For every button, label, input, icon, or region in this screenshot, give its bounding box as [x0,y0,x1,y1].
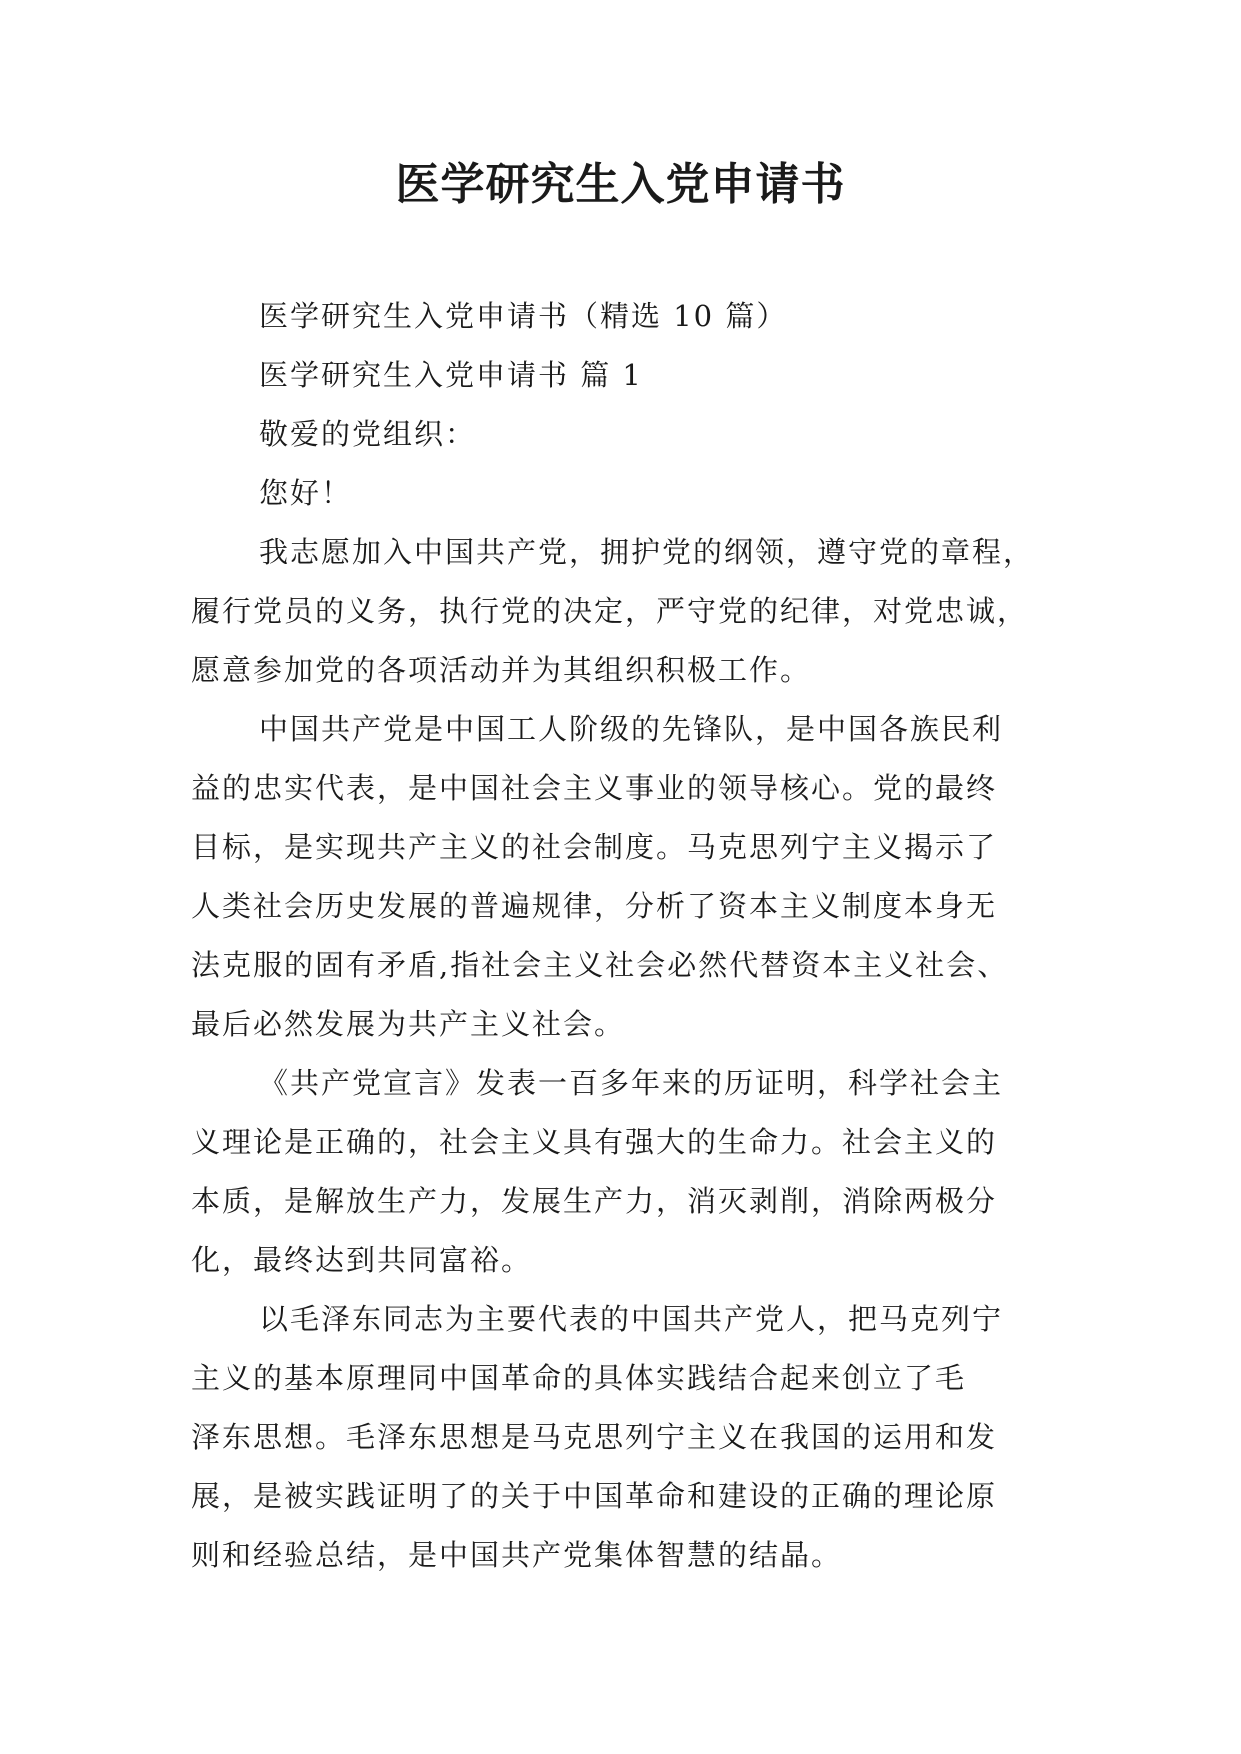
text-line: 主义的基本原理同中国革命的具体实践结合起来创立了毛 [191,1361,967,1395]
text-line: 本质，是解放生产力，发展生产力，消灭剥削，消除两极分 [191,1184,998,1218]
text-line: 履行党员的义务，执行党的决定，严守党的纪律，对党忠诚， [191,594,1029,628]
text-line: 展，是被实践证明了的关于中国革命和建设的正确的理论原 [191,1479,998,1513]
document-title: 医学研究生入党申请书 [395,159,846,210]
text-line: 愿意参加党的各项活动并为其组织积极工作。 [191,653,812,687]
text-line: 目标，是实现共产主义的社会制度。马克思列宁主义揭示了 [191,830,998,864]
text-line: 法克服的固有矛盾,指社会主义社会必然代替资本主义社会、 [191,948,1009,982]
text-line: 敬爱的党组织： [259,417,477,451]
text-line: 中国共产党是中国工人阶级的先锋队，是中国各族民利 [259,712,1004,746]
text-line: 泽东思想。毛泽东思想是马克思列宁主义在我国的运用和发 [191,1420,998,1454]
text-line: 最后必然发展为共产主义社会。 [191,1007,626,1041]
text-line: 人类社会历史发展的普遍规律，分析了资本主义制度本身无 [191,889,998,923]
text-line: 医学研究生入党申请书（精选 10 篇） [259,299,788,333]
text-line: 益的忠实代表，是中国社会主义事业的领导核心。党的最终 [191,771,998,805]
text-line: 《共产党宣言》发表一百多年来的历证明，科学社会主 [259,1066,1004,1100]
text-line: 以毛泽东同志为主要代表的中国共产党人，把马克列宁 [259,1302,1004,1336]
text-line: 医学研究生入党申请书 篇 1 [259,358,643,392]
text-line: 则和经验总结，是中国共产党集体智慧的结晶。 [191,1538,843,1572]
text-line: 义理论是正确的，社会主义具有强大的生命力。社会主义的 [191,1125,998,1159]
text-line: 化，最终达到共同富裕。 [191,1243,533,1277]
text-line: 您好！ [259,476,353,510]
text-line: 我志愿加入中国共产党，拥护党的纲领，遵守党的章程， [259,535,1035,569]
document-body [191,287,1059,1585]
